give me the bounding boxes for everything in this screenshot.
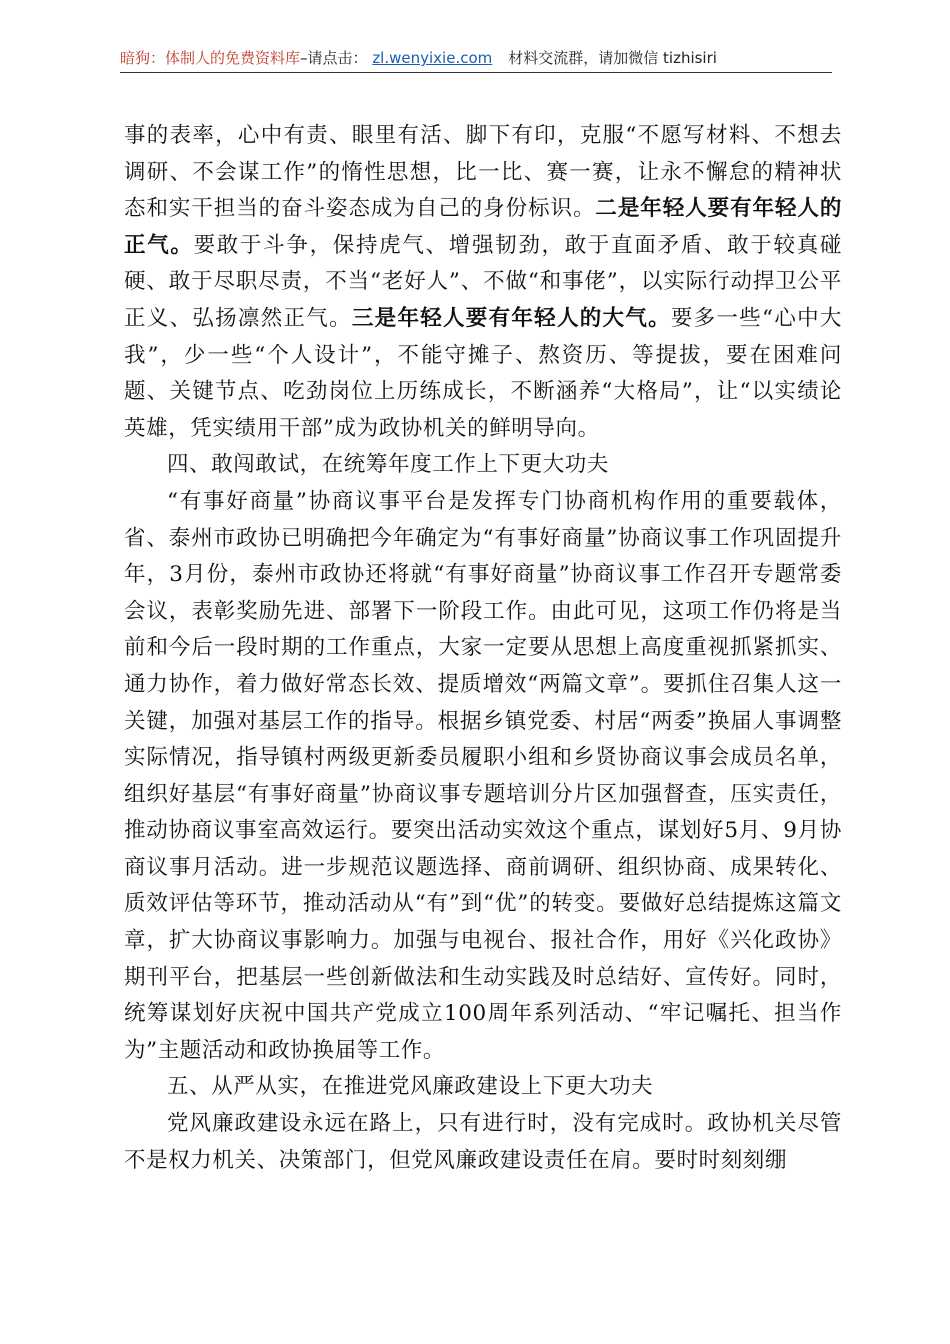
- page-header: [120, 46, 830, 70]
- header-brand: 暗狗：体制人的免费资料库: [120, 49, 301, 67]
- header-divider: [120, 72, 832, 73]
- header-link[interactable]: zl.wenyixie.com: [372, 49, 493, 67]
- paragraph-section-five: 党风廉政建设永远在路上，只有进行时，没有完成时。政协机关尽管不是权力机关、决策部门，但党风廉政建设责任在肩。要时时刻刻绷: [124, 1111, 842, 1173]
- paragraph-text: 事的表率，心中有责、眼里有活、脚下有印，克服“不愿写材料、不想去调研、不会谋工作”的惰性思想，比一比、赛一赛，让永不懈怠的精神状态和实干担当的奋斗姿态成为自己的身份标识。: [124, 123, 842, 222]
- paragraph-text: 要敢于斗争，保持虎气、增强韧劲，敢于直面矛盾、敢于较真碰硬、敢于尽职尽责，不当“老好人”、不做“和事佬”，以实际行动捍卫公平正义、弘扬凛然正气。: [124, 232, 842, 331]
- header-prompt: –请点击：: [300, 49, 368, 67]
- section-heading-five: 五、从严从实，在推进党风廉政建设上下更大功夫: [167, 1074, 654, 1100]
- header-note: 材料交流群，请加微信 tizhisiri: [508, 49, 717, 67]
- paragraph-section-four: “有事好商量”协商议事平台是发挥专门协商机构作用的重要载体，省、泰州市政协已明确把今年确定为“有事好商量”协商议事工作巩固提升年，3月份，泰州市政协还将就“有事好商量”协商议事工作召开专题常委会议，表彰奖励先进、部署下一阶段工作。由此可见，这项工作仍将是当前和今后一段时期的工作重点，大家一定要从思想上高度重视抓紧抓实、通力协作，着力做好常态长效、提质增效“两篇文章”。要抓住召集人这一关键，加强对基层工作的指导。根据乡镇党委、村居“两委”换届人事调整实际情况，指导镇村两级更新委员履职小组和乡贤协商议事会成员名单，组织好基层“有事好商量”协商议事专题培训分片区加强督查，压实责任，推动协商议事室高效运行。要突出活动实效这个重点，谋划好5月、9月协商议事月活动。进一步规范议题选择、商前调研、组织协商、成果转化、质效评估等环节，推动活动从“有”到“优”的转变。要做好总结提炼这篇文章，扩大协商议事影响力。加强与电视台、报社合作，用好《兴化政协》期刊平台，把基层一些创新做法和生动实践及时总结好、宣传好。同时，统筹谋划好庆祝中国共产党成立100周年系列活动、“牢记嘱托、担当作为”主题活动和政协换届等工作。: [124, 488, 842, 1063]
- paragraph-continuation: [124, 118, 842, 447]
- paragraph-text: 要多一些“心中大我”，少一些“个人设计”，不能守摊子、熬资历、等提拔，要在困难问题、关键节点、吃劲岗位上历练成长，不断涵养“大格局”，让“以实绩论英雄，凭实绩用干部”成为政协机关的鲜明导向。: [124, 305, 842, 441]
- bold-point-three: 三是年轻人要有年轻人的大气。: [351, 305, 671, 331]
- bold-point-two: 二是年轻人要有年轻人的正气。: [124, 196, 842, 258]
- section-heading-four: 四、敢闯敢试，在统筹年度工作上下更大功夫: [167, 452, 610, 478]
- document-body: [124, 118, 842, 1179]
